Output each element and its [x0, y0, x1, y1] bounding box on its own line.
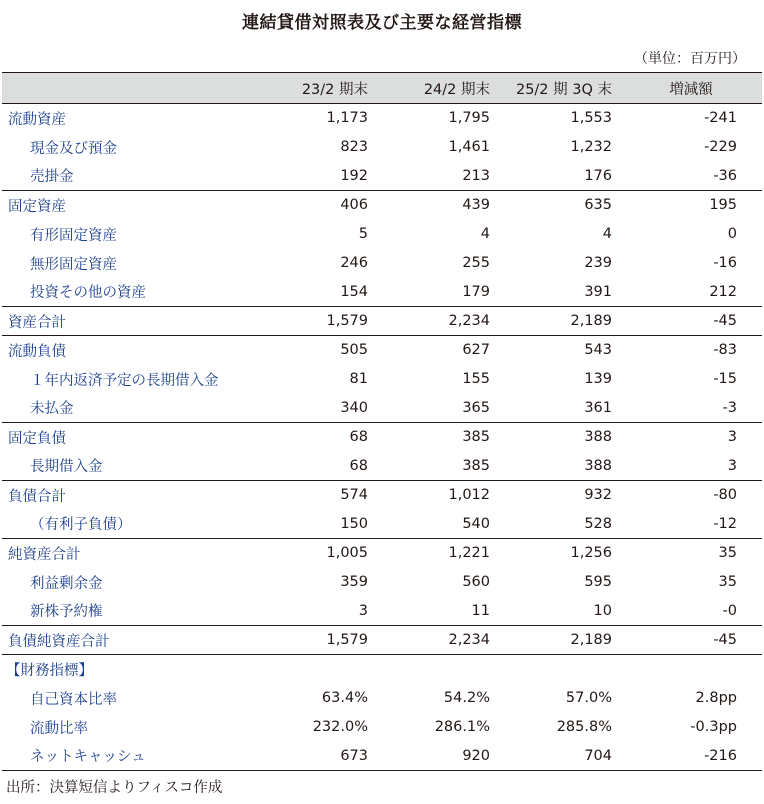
value-cell: 388 [498, 423, 620, 452]
value-cell: -0 [722, 602, 737, 619]
row-label: １年内返済予定の長期借入金 [30, 372, 219, 389]
value-cell: 10 [593, 602, 612, 619]
value-cell: 359 [340, 574, 368, 590]
value-cell: 150 [340, 515, 368, 532]
value-cell: -80 [620, 481, 762, 510]
value-cell: -12 [713, 515, 737, 532]
value-cell: 1,005 [264, 539, 376, 568]
table-row [2, 568, 762, 597]
row-label: 固定資産 [2, 191, 264, 220]
value-cell: -45 [620, 626, 762, 655]
value-cell: 1,579 [264, 626, 376, 655]
row-label: 資産合計 [2, 307, 264, 336]
value-cell: 3 [727, 457, 737, 474]
value-cell: 246 [340, 255, 368, 271]
row-label: 流動比率 [30, 720, 88, 737]
table-row [2, 220, 762, 249]
value-cell: 68 [264, 423, 376, 452]
value-cell: 139 [584, 371, 612, 387]
value-cell: 3 [358, 602, 368, 619]
row-label: 無形固定資産 [30, 256, 117, 273]
value-cell: -0.3pp [690, 719, 737, 735]
value-cell: 286.1% [434, 719, 490, 735]
value-cell: 1,579 [264, 307, 376, 336]
table-row [2, 539, 762, 568]
table-row [2, 307, 762, 336]
table-row [2, 713, 762, 742]
value-cell: 232.0% [312, 719, 368, 735]
value-cell: -241 [620, 104, 762, 133]
value-cell: 406 [264, 191, 376, 220]
value-cell: 81 [349, 371, 368, 387]
table-row [2, 336, 762, 365]
value-cell: 2,234 [376, 626, 498, 655]
value-cell: -15 [713, 371, 737, 387]
value-cell: 704 [498, 742, 620, 771]
value-cell: 1,221 [376, 539, 498, 568]
value-cell: -83 [620, 336, 762, 365]
row-label: 未払金 [30, 401, 74, 418]
header-cell: 25/2 期 3Q 末 [498, 73, 620, 104]
row-label: 負債純資産合計 [2, 626, 264, 655]
value-cell: 1,553 [498, 104, 620, 133]
value-cell: 154 [340, 283, 368, 300]
row-label: 純資産合計 [2, 539, 264, 568]
value-cell: 68 [349, 457, 368, 474]
value-cell: 673 [264, 742, 376, 771]
value-cell: 635 [498, 191, 620, 220]
table-row [2, 626, 762, 655]
value-cell: 2,189 [498, 626, 620, 655]
value-cell [264, 655, 376, 684]
row-label: 利益剰余金 [30, 575, 103, 592]
value-cell: -16 [713, 255, 737, 271]
value-cell: 35 [718, 574, 737, 590]
value-cell: 2,189 [498, 307, 620, 336]
value-cell: 505 [264, 336, 376, 365]
value-cell [498, 655, 620, 684]
value-cell: 528 [584, 515, 612, 532]
header-cell [2, 73, 264, 104]
value-cell: 1,012 [376, 481, 498, 510]
value-cell: 574 [264, 481, 376, 510]
header-cell: 24/2 期末 [376, 73, 498, 104]
row-label: 固定負債 [2, 423, 264, 452]
unit-note: （単位：百万円） [634, 51, 746, 67]
value-cell: -36 [713, 167, 737, 184]
row-label: 長期借入金 [30, 459, 103, 476]
table-body [2, 104, 762, 771]
value-cell: 340 [340, 399, 368, 416]
value-cell: -45 [620, 307, 762, 336]
value-cell: 4 [602, 226, 612, 242]
table-row [2, 452, 762, 481]
value-cell: 1,173 [264, 104, 376, 133]
value-cell: 391 [584, 283, 612, 300]
table-row [2, 481, 762, 510]
value-cell: 63.4% [321, 690, 368, 706]
value-cell: 212 [709, 283, 737, 300]
value-cell: 385 [462, 457, 490, 474]
value-cell: 920 [376, 742, 498, 771]
value-cell: 543 [498, 336, 620, 365]
table-row [2, 162, 762, 191]
table-row [2, 365, 762, 394]
value-cell [376, 655, 498, 684]
value-cell: 932 [498, 481, 620, 510]
value-cell: 823 [340, 139, 368, 155]
value-cell: 1,461 [448, 139, 490, 155]
value-cell: 213 [462, 167, 490, 184]
value-cell: 365 [462, 399, 490, 416]
table-row [2, 597, 762, 626]
row-label: 【財務指標】 [2, 655, 264, 684]
table-row [2, 394, 762, 423]
table-title: 連結貸借対照表及び主要な経営指標 [242, 13, 522, 33]
value-cell: 155 [462, 371, 490, 387]
table-row [2, 191, 762, 220]
table-row [2, 423, 762, 452]
table-row [2, 655, 762, 684]
table-row [2, 133, 762, 162]
table-row [2, 510, 762, 539]
row-label: 負債合計 [2, 481, 264, 510]
value-cell: 2,234 [376, 307, 498, 336]
value-cell: 4 [480, 226, 490, 242]
header-cell: 増減額 [620, 73, 762, 104]
value-cell: 54.2% [443, 690, 490, 706]
value-cell: 0 [727, 226, 737, 242]
value-cell: 176 [584, 167, 612, 184]
value-cell: 239 [584, 255, 612, 271]
value-cell: 57.0% [565, 690, 612, 706]
value-cell: 192 [340, 167, 368, 184]
value-cell: 540 [462, 515, 490, 532]
value-cell: 388 [584, 457, 612, 474]
value-cell: 255 [462, 255, 490, 271]
value-cell: 11 [471, 602, 490, 619]
value-cell: -229 [704, 139, 737, 155]
row-label: 投資その他の資産 [30, 285, 146, 302]
value-cell: -216 [620, 742, 762, 771]
value-cell: 560 [462, 574, 490, 590]
balance-sheet-table [2, 72, 762, 771]
value-cell: 3 [620, 423, 762, 452]
row-label: 売掛金 [30, 169, 74, 186]
value-cell: 361 [584, 399, 612, 416]
header-cell: 23/2 期末 [264, 73, 376, 104]
table-row [2, 249, 762, 278]
row-label: 流動資産 [2, 104, 264, 133]
value-cell: 627 [376, 336, 498, 365]
row-label: 現金及び預金 [30, 140, 117, 157]
table-row [2, 684, 762, 713]
value-cell: 1,256 [498, 539, 620, 568]
row-label: ネットキャッシュ [2, 742, 264, 771]
row-label: 自己資本比率 [30, 691, 117, 708]
value-cell: 385 [376, 423, 498, 452]
value-cell: 1,232 [570, 139, 612, 155]
value-cell: 5 [358, 226, 368, 242]
value-cell: 285.8% [556, 719, 612, 735]
row-label: 有形固定資産 [30, 227, 117, 244]
source-note: 出所：決算短信よりフィスコ作成 [6, 780, 223, 796]
value-cell: 195 [620, 191, 762, 220]
value-cell: 439 [376, 191, 498, 220]
value-cell: 179 [462, 283, 490, 300]
table-row [2, 278, 762, 307]
row-label: 流動負債 [2, 336, 264, 365]
table-row [2, 742, 762, 771]
value-cell: -3 [722, 399, 737, 416]
value-cell: 2.8pp [695, 690, 737, 706]
header-row [2, 73, 762, 104]
value-cell: 1,795 [376, 104, 498, 133]
value-cell: 595 [584, 574, 612, 590]
value-cell: 35 [620, 539, 762, 568]
row-label: 新株予約権 [30, 604, 103, 621]
row-label: （有利子負債） [30, 517, 132, 534]
table-row [2, 104, 762, 133]
value-cell [620, 655, 762, 684]
